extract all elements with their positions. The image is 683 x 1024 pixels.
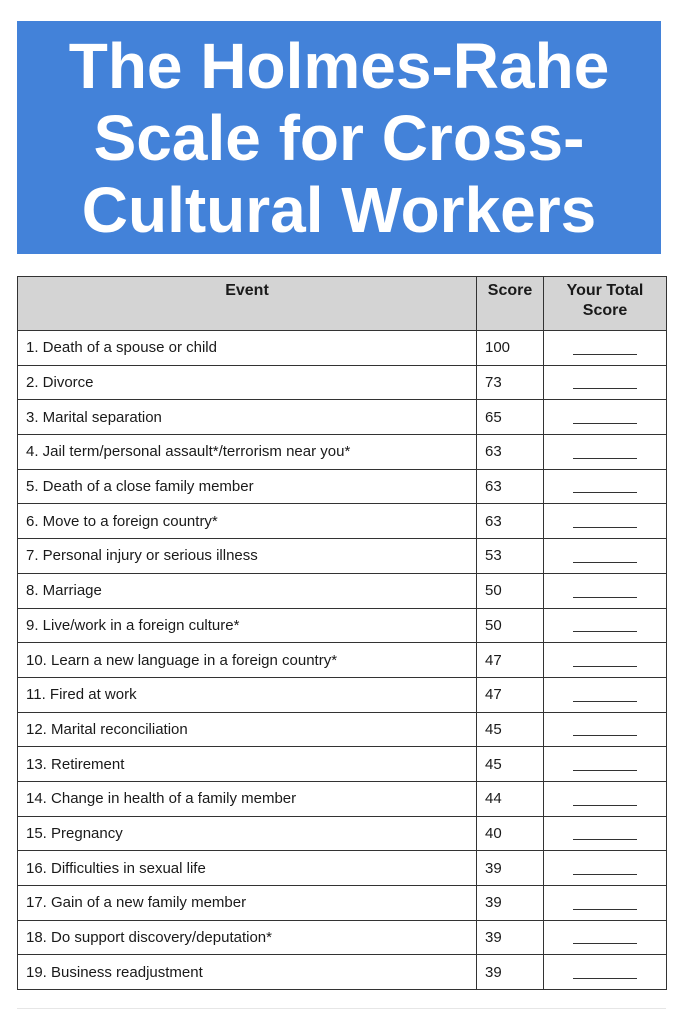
table-row <box>18 781 667 816</box>
event-cell: 10. Learn a new language in a foreign country* <box>18 643 477 678</box>
total-score-blank[interactable] <box>573 978 637 979</box>
total-score-blank[interactable] <box>573 666 637 667</box>
score-cell: 63 <box>477 504 544 539</box>
event-cell: 4. Jail term/personal assault*/terrorism near you* <box>18 435 477 470</box>
total-score-cell[interactable] <box>544 955 667 990</box>
total-score-blank[interactable] <box>573 770 637 771</box>
total-score-blank[interactable] <box>573 527 637 528</box>
score-cell: 40 <box>477 816 544 851</box>
total-score-blank[interactable] <box>573 701 637 702</box>
event-cell: 19. Business readjustment <box>18 955 477 990</box>
score-cell: 47 <box>477 677 544 712</box>
total-score-blank[interactable] <box>573 735 637 736</box>
score-cell: 53 <box>477 539 544 574</box>
table-row <box>18 608 667 643</box>
total-score-cell[interactable] <box>544 504 667 539</box>
total-score-cell[interactable] <box>544 365 667 400</box>
title-line-3: Cultural Workers <box>81 173 597 246</box>
score-cell: 39 <box>477 955 544 990</box>
total-score-blank[interactable] <box>573 909 637 910</box>
table-row <box>18 712 667 747</box>
table-row <box>18 677 667 712</box>
event-cell: 3. Marital separation <box>18 400 477 435</box>
title-banner <box>17 21 661 254</box>
table-row <box>18 747 667 782</box>
total-score-blank[interactable] <box>573 423 637 424</box>
total-score-cell[interactable] <box>544 886 667 921</box>
table-row <box>18 643 667 678</box>
total-score-cell[interactable] <box>544 781 667 816</box>
table-row <box>18 573 667 608</box>
table-row <box>18 504 667 539</box>
total-score-cell[interactable] <box>544 469 667 504</box>
event-cell: 18. Do support discovery/deputation* <box>18 920 477 955</box>
table-row <box>18 851 667 886</box>
table-row <box>18 365 667 400</box>
total-score-blank[interactable] <box>573 562 637 563</box>
total-score-cell[interactable] <box>544 677 667 712</box>
event-cell: 7. Personal injury or serious illness <box>18 539 477 574</box>
table-row <box>18 469 667 504</box>
table-row <box>18 539 667 574</box>
total-score-blank[interactable] <box>573 631 637 632</box>
total-score-cell[interactable] <box>544 643 667 678</box>
event-cell: 1. Death of a spouse or child <box>18 331 477 366</box>
total-score-blank[interactable] <box>573 388 637 389</box>
event-cell: 9. Live/work in a foreign culture* <box>18 608 477 643</box>
table-row <box>18 920 667 955</box>
event-cell: 12. Marital reconciliation <box>18 712 477 747</box>
table-row <box>18 955 667 990</box>
event-column-header: Event <box>18 277 477 331</box>
score-cell: 47 <box>477 643 544 678</box>
table-header-row <box>18 277 667 331</box>
title-line-2: Scale for Cross- <box>93 101 585 174</box>
page-title <box>39 30 639 246</box>
event-cell: 8. Marriage <box>18 573 477 608</box>
footer-divider <box>17 1008 666 1009</box>
score-cell: 63 <box>477 435 544 470</box>
table-row <box>18 435 667 470</box>
table-body <box>18 331 667 990</box>
event-cell: 2. Divorce <box>18 365 477 400</box>
total-score-blank[interactable] <box>573 597 637 598</box>
title-line-1: The Holmes-Rahe <box>68 29 610 102</box>
event-cell: 5. Death of a close family member <box>18 469 477 504</box>
event-cell: 15. Pregnancy <box>18 816 477 851</box>
total-column-header: Your Total Score <box>544 277 667 331</box>
score-cell: 45 <box>477 712 544 747</box>
total-score-blank[interactable] <box>573 805 637 806</box>
total-score-blank[interactable] <box>573 492 637 493</box>
event-cell: 6. Move to a foreign country* <box>18 504 477 539</box>
table-row <box>18 400 667 435</box>
score-cell: 65 <box>477 400 544 435</box>
total-score-cell[interactable] <box>544 331 667 366</box>
total-score-cell[interactable] <box>544 712 667 747</box>
total-score-blank[interactable] <box>573 458 637 459</box>
total-score-cell[interactable] <box>544 400 667 435</box>
table-row <box>18 816 667 851</box>
event-cell: 14. Change in health of a family member <box>18 781 477 816</box>
total-score-cell[interactable] <box>544 816 667 851</box>
total-score-cell[interactable] <box>544 747 667 782</box>
score-cell: 45 <box>477 747 544 782</box>
score-cell: 44 <box>477 781 544 816</box>
event-cell: 17. Gain of a new family member <box>18 886 477 921</box>
table-row <box>18 886 667 921</box>
event-cell: 16. Difficulties in sexual life <box>18 851 477 886</box>
total-score-blank[interactable] <box>573 943 637 944</box>
total-score-cell[interactable] <box>544 920 667 955</box>
score-cell: 50 <box>477 573 544 608</box>
score-cell: 73 <box>477 365 544 400</box>
event-cell: 11. Fired at work <box>18 677 477 712</box>
total-score-cell[interactable] <box>544 539 667 574</box>
total-score-cell[interactable] <box>544 435 667 470</box>
event-cell: 13. Retirement <box>18 747 477 782</box>
table-row <box>18 331 667 366</box>
total-score-blank[interactable] <box>573 354 637 355</box>
score-cell: 100 <box>477 331 544 366</box>
total-score-blank[interactable] <box>573 839 637 840</box>
score-cell: 39 <box>477 886 544 921</box>
stress-scale-table <box>17 276 667 990</box>
score-cell: 50 <box>477 608 544 643</box>
total-score-cell[interactable] <box>544 608 667 643</box>
score-cell: 39 <box>477 920 544 955</box>
total-score-blank[interactable] <box>573 874 637 875</box>
score-column-header: Score <box>477 277 544 331</box>
score-cell: 39 <box>477 851 544 886</box>
score-cell: 63 <box>477 469 544 504</box>
total-score-cell[interactable] <box>544 851 667 886</box>
total-score-cell[interactable] <box>544 573 667 608</box>
